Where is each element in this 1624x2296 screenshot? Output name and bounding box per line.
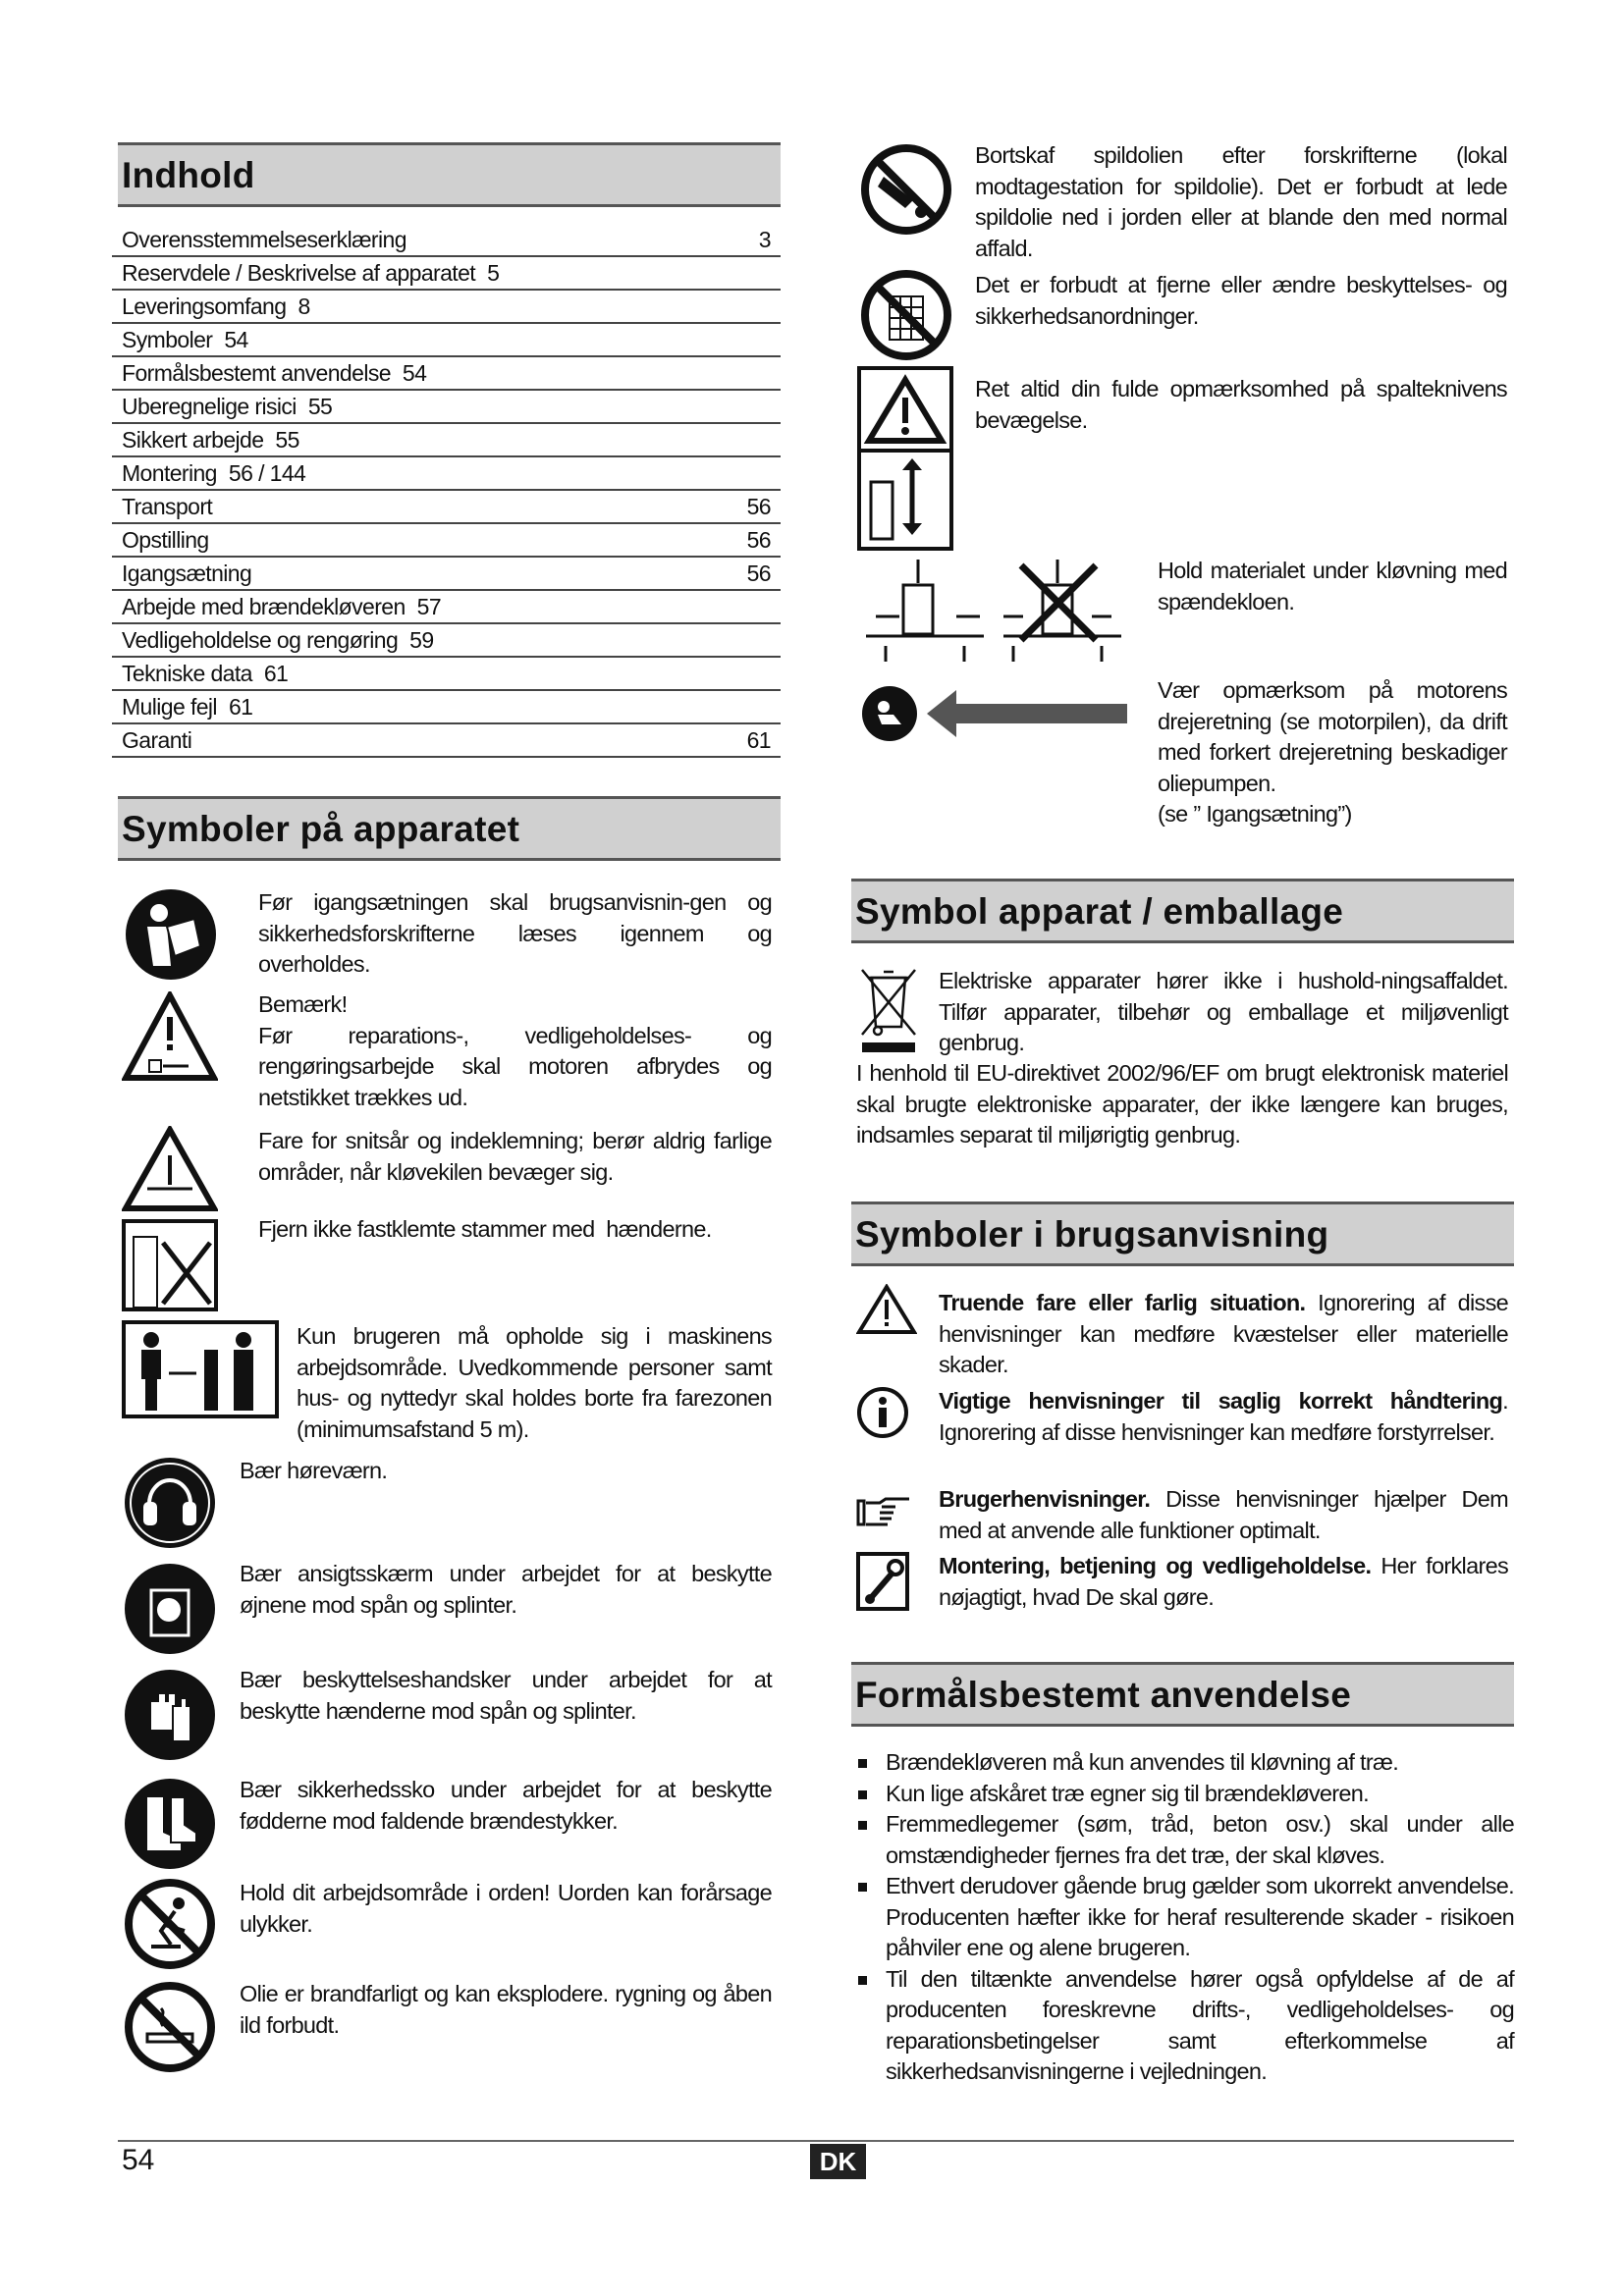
symbols-device-title: Symboler på apparatet <box>122 809 520 849</box>
no-smoking-fire-icon <box>122 1979 218 2075</box>
toc-page: 61 <box>263 661 289 686</box>
toc-entry[interactable] <box>112 357 781 391</box>
toc-label: Mulige fejl <box>122 694 217 720</box>
packaging-text-2 <box>856 1058 1508 1151</box>
toc-page: 55 <box>275 427 299 453</box>
symbol-text-wedge <box>975 374 1507 436</box>
intended-use-list <box>856 1747 1514 2088</box>
toc-entry[interactable] <box>112 524 781 558</box>
toc-entry[interactable] <box>112 224 781 257</box>
toc-entry[interactable] <box>112 424 781 457</box>
toc-page: 3 <box>758 227 771 252</box>
list-item: Fremmedlegemer (søm, tråd, beton osv.) skal under alle omstændigheder fjernes fra det træ, der skal kløves. <box>856 1809 1514 1871</box>
toc-label: Vedligeholdelse og rengøring <box>122 627 399 653</box>
toc-label: Arbejde med brændekløveren <box>122 594 406 619</box>
symbols-device-header <box>118 796 781 861</box>
motor-direction-icon <box>858 681 1133 746</box>
symbol-text-ear <box>240 1456 772 1487</box>
symbol-note: (se ” Igangsætning”) <box>1158 801 1352 827</box>
manual-heading: Truende fare eller farlig situation. <box>939 1290 1306 1315</box>
toc-entry[interactable] <box>112 658 781 691</box>
symbol-text-read-manual <box>258 887 772 981</box>
symbol-text-jammed <box>258 1214 772 1246</box>
page-number: 54 <box>122 2144 155 2176</box>
toc-entry[interactable] <box>112 291 781 324</box>
footer-divider <box>118 2140 1514 2142</box>
toc-label: Garanti <box>122 727 192 753</box>
symbol-text-boots <box>240 1775 772 1837</box>
toc-header <box>118 142 781 207</box>
toc-entry[interactable] <box>112 724 781 758</box>
symbol-description: Det er forbudt at fjerne eller ændre beskyttelses- og sikkerhedsanordninger. <box>975 272 1507 329</box>
symbol-text-motor <box>1158 675 1507 830</box>
toc-page: 61 <box>746 727 771 753</box>
manual-body: . Ignorering af disse henvisninger kan medføre forstyrrelser. <box>939 1388 1508 1445</box>
symbol-note-title: Bemærk! <box>258 991 348 1017</box>
symbol-description: Bær ansigtsskærm under arbejdet for at beskytte øjnene mod spån og splinter. <box>240 1561 772 1618</box>
no-oil-dumping-icon <box>858 141 954 238</box>
packaging-text-1 <box>939 966 1508 1059</box>
clamp-material-icon <box>856 558 1141 671</box>
toc-entry[interactable] <box>112 491 781 524</box>
list-item: Til den tiltænkte anvendelse hører også opfyldelse af de af producenten foreskrevne drifts-, vedligeholdelses- og reparationsbetingelser samt efterkommelse af sikkerhedsanvisningerne i vejledningen. <box>856 1964 1514 2088</box>
packaging-description: I henhold til EU-direktivet 2002/96/EF om brugt elektronisk materiel skal brugte elektroniske apparater, der ikke længere kan bruges, indsamles separat til miljørigtig genbrug. <box>856 1060 1508 1148</box>
hand-crush-warning-icon <box>122 1126 218 1212</box>
toc-entry[interactable] <box>112 324 781 357</box>
symbol-text-face <box>240 1559 772 1621</box>
symbol-description: Kun brugeren må opholde sig i maskinens arbejdsområde. Uvedkommende personer samt hus- og nyttedyr skal holdes borte fra farezonen (minimumsafstand 5 m). <box>297 1323 772 1442</box>
list-item: Ethvert derudover gående brug gælder som ukorrekt anvendelse. Producenten hæfter ikke for heraf resulterende skader - risikoen påhviler ene og alene brugeren. <box>856 1871 1514 1964</box>
toc-label: Opstilling <box>122 527 209 553</box>
toc-label: Leveringsomfang <box>122 294 287 319</box>
manual-body: Disse henvisninger hjælper Dem med at anvende alle funktioner optimalt. <box>939 1486 1508 1543</box>
safety-boots-icon <box>122 1776 218 1872</box>
no-tripping-icon <box>122 1876 218 1972</box>
list-item: Kun lige afskåret træ egner sig til brændekløveren. <box>856 1779 1514 1810</box>
toc-page: 56 <box>746 561 771 586</box>
read-manual-icon <box>124 887 218 982</box>
symbol-text-guards <box>975 270 1507 332</box>
toc-title: Indhold <box>122 155 255 195</box>
ear-protection-icon <box>122 1455 218 1551</box>
toc-label: Montering <box>122 460 217 486</box>
toc-page: 56 <box>746 494 771 519</box>
toc-page: 61 <box>228 694 253 720</box>
toc-page: 56 <box>746 527 771 553</box>
manual-text-user <box>939 1484 1508 1546</box>
toc-entry[interactable] <box>112 624 781 658</box>
toc-page: 55 <box>307 394 333 419</box>
toc-entry[interactable] <box>112 457 781 491</box>
warning-wedge-movement-icon <box>857 366 953 551</box>
symbols-manual-header <box>851 1201 1514 1266</box>
toc-label: Formålsbestemt anvendelse <box>122 360 391 386</box>
symbol-text-gloves <box>240 1665 772 1727</box>
toc-label: Tekniske data <box>122 661 252 686</box>
symbol-description: Bortskaf spildolien efter forskrifterne (lokal modtagestation for spildolie). Det er forbudt at lede spildolie ned i jorden eller at blande den med normal affald. <box>975 142 1507 261</box>
symbols-manual-title: Symboler i brugsanvisning <box>855 1214 1329 1255</box>
toc-label: Overensstemmelseserklæring <box>122 227 406 252</box>
symbol-description: Fare for snitsår og indeklemning; berør aldrig farlige områder, når kløvekilen bevæger sig. <box>258 1128 772 1185</box>
intended-use-header <box>851 1662 1514 1727</box>
toc-entry[interactable] <box>112 391 781 424</box>
symbol-text-hand-crush <box>258 1126 772 1188</box>
symbol-text-unplug <box>258 989 772 1113</box>
manual-description <box>939 1484 1508 1546</box>
list-item: Brændekløveren må kun anvendes til kløvning af træ. <box>856 1747 1514 1779</box>
warning-icon <box>856 1284 917 1335</box>
toc-page: 56 / 144 <box>228 460 306 486</box>
symbol-text-clamp <box>1158 556 1507 617</box>
symbol-text-oil <box>975 140 1507 264</box>
symbol-text-distance <box>297 1321 772 1445</box>
manual-text-info <box>939 1386 1508 1448</box>
no-hands-jammed-icon <box>122 1219 218 1311</box>
toc-page: 54 <box>224 327 248 352</box>
symbol-description: Ret altid din fulde opmærksomhed på spalteknivens bevægelse. <box>975 376 1507 433</box>
symbol-description: Olie er brandfarligt og kan eksplodere. rygning og åben ild forbudt. <box>240 1981 772 2038</box>
manual-description <box>939 1386 1508 1448</box>
symbol-description: Bær sikkerhedssko under arbejdet for at beskytte fødderne mod faldende brændestykker. <box>240 1777 772 1834</box>
symbol-packaging-title: Symbol apparat / emballage <box>855 891 1344 932</box>
manual-text-assembly <box>939 1551 1508 1613</box>
toc-page: 5 <box>487 260 500 286</box>
symbol-description: Fjern ikke fastklemte stammer med hænderne. <box>258 1216 712 1242</box>
info-icon <box>856 1386 909 1439</box>
toc-page: 8 <box>298 294 310 319</box>
warning-unplug-icon <box>122 991 218 1082</box>
manual-text-warning <box>939 1288 1508 1381</box>
toc-label: Sikkert arbejde <box>122 427 264 453</box>
toc-label: Symboler <box>122 327 213 352</box>
pointing-hand-icon <box>856 1495 911 1530</box>
symbol-description: Hold materialet under kløvning med spændekloen. <box>1158 558 1507 614</box>
manual-body: Her forklares nøjagtigt, hvad De skal gøre. <box>939 1553 1508 1610</box>
manual-heading: Brugerhenvisninger. <box>939 1486 1151 1512</box>
keep-distance-icon <box>122 1320 279 1418</box>
symbol-description: Hold dit arbejdsområde i orden! Uorden kan forårsage ulykker. <box>240 1880 772 1937</box>
toc-label: Igangsætning <box>122 561 252 586</box>
crossed-bin-icon <box>856 964 921 1054</box>
symbol-text-tripping <box>240 1878 772 1940</box>
symbol-description: Vær opmærksom på motorens drejeretning (se motorpilen), da drift med forkert drejeretning beskadiger oliepumpen. <box>1158 677 1507 796</box>
symbol-description: Før reparations-, vedligeholdelses- og rengøringsarbejde skal motoren afbrydes og netstikket trækkes ud. <box>258 1022 772 1110</box>
toc-label: Reservdele / Beskrivelse af apparatet <box>122 260 476 286</box>
language-badge: DK <box>810 2144 866 2179</box>
toc-page: 57 <box>416 594 442 619</box>
symbol-text-smoking <box>240 1979 772 2041</box>
symbol-description: Før igangsætningen skal brugsanvisnin-gen og sikkerhedsforskrifterne læses igennem og overholdes. <box>258 889 772 977</box>
toc-entry[interactable] <box>112 558 781 591</box>
gloves-icon <box>122 1667 218 1763</box>
no-removing-guards-icon <box>858 267 954 363</box>
manual-description <box>939 1551 1508 1613</box>
toc-label: Uberegnelige risici <box>122 394 297 419</box>
symbol-description: Bær beskyttelseshandsker under arbejdet for at beskytte hænderne mod spån og splinter. <box>240 1667 772 1724</box>
table-of-contents <box>112 224 781 758</box>
manual-body: Ignorering af disse henvisninger kan medføre kvæstelser eller materielle skader. <box>939 1290 1508 1377</box>
toc-entry[interactable] <box>112 691 781 724</box>
toc-label: Transport <box>122 494 213 519</box>
packaging-description: Elektriske apparater hører ikke i hushold-ningsaffaldet. Tilfør apparater, tilbehør og emballage et miljøvenligt genbrug. <box>939 968 1508 1055</box>
toc-entry[interactable] <box>112 257 781 291</box>
toc-page: 54 <box>402 360 427 386</box>
face-shield-icon <box>122 1561 218 1657</box>
symbol-packaging-header <box>851 879 1514 943</box>
toc-entry[interactable] <box>112 591 781 624</box>
manual-heading: Montering, betjening og vedligeholdelse. <box>939 1553 1372 1578</box>
intended-use-title: Formålsbestemt anvendelse <box>855 1675 1352 1715</box>
manual-heading: Vigtige henvisninger til saglig korrekt håndtering <box>939 1388 1503 1414</box>
symbol-description: Bær høreværn. <box>240 1458 388 1483</box>
wrench-icon <box>856 1552 911 1611</box>
manual-description <box>939 1288 1508 1381</box>
toc-page: 59 <box>409 627 434 653</box>
